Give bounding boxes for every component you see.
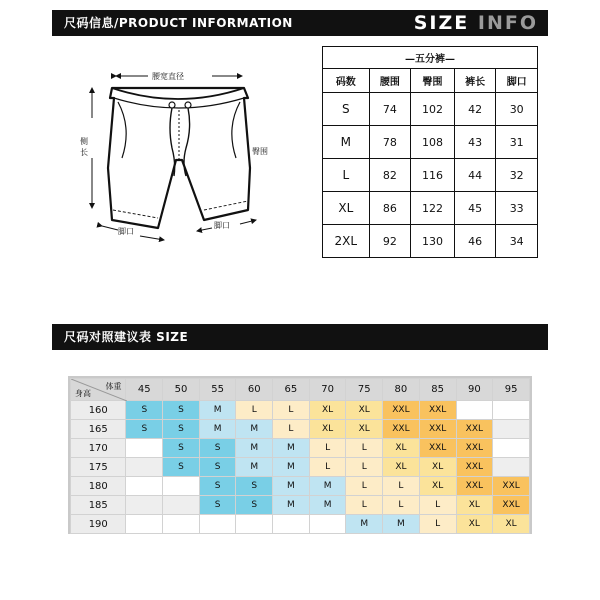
size-recommendation-cell: L bbox=[346, 477, 383, 496]
size-recommendation-cell: L bbox=[273, 401, 310, 420]
column-header: 脚口 bbox=[496, 69, 538, 93]
size-recommendation-cell: S bbox=[236, 496, 273, 515]
size-recommendation-cell: XXL bbox=[456, 458, 493, 477]
hip-cell: 102 bbox=[411, 93, 455, 126]
leg-opening-left-label: 脚口 bbox=[118, 227, 134, 236]
size-recommendation-cell: L bbox=[309, 439, 346, 458]
size-recommendation-cell bbox=[199, 515, 236, 534]
size-recommendation-header-bar bbox=[52, 324, 548, 350]
column-header: 裤长 bbox=[454, 69, 496, 93]
waist-cell: 82 bbox=[369, 159, 411, 192]
size-recommendation-cell: S bbox=[236, 477, 273, 496]
size-recommendation-cell: XL bbox=[456, 515, 493, 534]
size-recommendation-chart bbox=[68, 376, 532, 534]
waist-cell: 74 bbox=[369, 93, 411, 126]
height-row bbox=[71, 515, 530, 534]
size-recommendation-cell bbox=[126, 439, 163, 458]
size-recommendation-cell: L bbox=[346, 439, 383, 458]
size-recommendation-cell: M bbox=[199, 401, 236, 420]
size-recommendation-cell: XXL bbox=[456, 439, 493, 458]
size-recommendation-cell: XL bbox=[309, 401, 346, 420]
size-recommendation-cell: M bbox=[383, 515, 420, 534]
size-recommendation-cell: S bbox=[126, 401, 163, 420]
hip-cell: 108 bbox=[411, 126, 455, 159]
size-recommendation-cell: XL bbox=[383, 439, 420, 458]
size-recommendation-cell: M bbox=[236, 439, 273, 458]
weight-column-header: 90 bbox=[456, 379, 493, 401]
size-recommendation-cell bbox=[163, 515, 200, 534]
weight-column-header: 95 bbox=[493, 379, 530, 401]
size-recommendation-cell: XXL bbox=[383, 401, 420, 420]
size-recommendation-cell: XL bbox=[346, 401, 383, 420]
size-recommendation-cell: S bbox=[199, 439, 236, 458]
size-recommendation-cell bbox=[236, 515, 273, 534]
size-recommendation-cell: XXL bbox=[493, 496, 530, 515]
column-header: 码数 bbox=[323, 69, 370, 93]
size-recommendation-cell: XL bbox=[383, 458, 420, 477]
weight-column-header: 50 bbox=[163, 379, 200, 401]
weight-column-header: 85 bbox=[419, 379, 456, 401]
size-recommendation-cell: XL bbox=[346, 420, 383, 439]
product-info-header-bar bbox=[52, 10, 548, 36]
height-row-header: 190 bbox=[71, 515, 126, 534]
size-recommendation-cell: S bbox=[163, 458, 200, 477]
weight-column-header: 80 bbox=[383, 379, 420, 401]
size-cell: 2XL bbox=[323, 225, 370, 258]
height-axis-label: 身高 bbox=[75, 389, 91, 398]
size-recommendation-cell: M bbox=[273, 496, 310, 515]
hip-cell: 130 bbox=[411, 225, 455, 258]
size-recommendation-cell: XL bbox=[419, 477, 456, 496]
size-recommendation-cell: XXL bbox=[419, 420, 456, 439]
weight-column-header: 55 bbox=[199, 379, 236, 401]
size-cell: M bbox=[323, 126, 370, 159]
length-cell: 45 bbox=[454, 192, 496, 225]
weight-column-header: 70 bbox=[309, 379, 346, 401]
leg-opening-cell: 32 bbox=[496, 159, 538, 192]
size-recommendation-cell: M bbox=[309, 496, 346, 515]
size-recommendation-cell bbox=[493, 401, 530, 420]
waist-width-label: 腰宽直径 bbox=[152, 72, 184, 81]
grid-corner-cell bbox=[71, 379, 126, 401]
size-recommendation-cell: XL bbox=[309, 420, 346, 439]
size-recommendation-cell: L bbox=[419, 496, 456, 515]
height-row-header: 180 bbox=[71, 477, 126, 496]
size-recommendation-cell: XXL bbox=[419, 439, 456, 458]
size-recommendation-cell: XXL bbox=[383, 420, 420, 439]
size-recommendation-cell: XL bbox=[456, 496, 493, 515]
weight-column-header: 65 bbox=[273, 379, 310, 401]
length-cell: 43 bbox=[454, 126, 496, 159]
size-recommendation-cell bbox=[273, 515, 310, 534]
size-recommendation-cell: L bbox=[346, 458, 383, 477]
leg-opening-cell: 31 bbox=[496, 126, 538, 159]
size-recommendation-cell: M bbox=[236, 458, 273, 477]
size-info-word-info: INFO bbox=[477, 12, 538, 34]
height-row-header: 165 bbox=[71, 420, 126, 439]
size-cell: L bbox=[323, 159, 370, 192]
table-row bbox=[323, 192, 538, 225]
size-recommendation-cell: XL bbox=[419, 458, 456, 477]
hip-cell: 122 bbox=[411, 192, 455, 225]
size-info-word-size: SIZE bbox=[413, 12, 470, 34]
product-info-title: 尺码信息/PRODUCT INFORMATION bbox=[64, 16, 293, 30]
size-recommendation-cell bbox=[309, 515, 346, 534]
size-recommendation-cell: S bbox=[199, 477, 236, 496]
column-header: 腰围 bbox=[369, 69, 411, 93]
size-recommendation-cell: M bbox=[236, 420, 273, 439]
hip-cell: 116 bbox=[411, 159, 455, 192]
size-recommendation-cell: L bbox=[273, 420, 310, 439]
weight-column-header: 75 bbox=[346, 379, 383, 401]
waist-cell: 78 bbox=[369, 126, 411, 159]
size-recommendation-cell: M bbox=[273, 439, 310, 458]
waist-cell: 92 bbox=[369, 225, 411, 258]
size-recommendation-cell: XXL bbox=[493, 477, 530, 496]
size-recommendation-cell: S bbox=[199, 458, 236, 477]
length-cell: 46 bbox=[454, 225, 496, 258]
size-recommendation-cell: M bbox=[273, 458, 310, 477]
size-recommendation-cell bbox=[126, 515, 163, 534]
size-recommendation-cell: XXL bbox=[456, 420, 493, 439]
size-recommendation-cell: L bbox=[346, 496, 383, 515]
size-recommendation-cell bbox=[163, 496, 200, 515]
table-row bbox=[323, 225, 538, 258]
table-row bbox=[323, 159, 538, 192]
leg-opening-cell: 33 bbox=[496, 192, 538, 225]
size-measurement-table bbox=[322, 46, 538, 258]
size-recommendation-cell: M bbox=[346, 515, 383, 534]
height-row-header: 170 bbox=[71, 439, 126, 458]
size-recommendation-cell bbox=[493, 458, 530, 477]
size-recommendation-cell: L bbox=[309, 458, 346, 477]
size-recommendation-cell bbox=[163, 477, 200, 496]
leg-opening-right-label: 脚口 bbox=[214, 221, 230, 230]
table-header-row bbox=[323, 69, 538, 93]
height-row bbox=[71, 401, 530, 420]
size-recommendation-cell bbox=[493, 420, 530, 439]
size-recommendation-cell: XXL bbox=[419, 401, 456, 420]
size-recommendation-title: 尺码对照建议表 SIZE bbox=[64, 330, 189, 344]
height-row-header: 160 bbox=[71, 401, 126, 420]
side-length-label: 侧长 bbox=[80, 137, 88, 157]
size-info-heading bbox=[414, 10, 538, 36]
height-row-header: 185 bbox=[71, 496, 126, 515]
weight-axis-label: 体重 bbox=[105, 382, 122, 391]
table-row bbox=[323, 126, 538, 159]
size-recommendation-cell: L bbox=[419, 515, 456, 534]
size-recommendation-cell: M bbox=[199, 420, 236, 439]
size-recommendation-cell: XL bbox=[493, 515, 530, 534]
size-recommendation-cell: S bbox=[163, 439, 200, 458]
size-cell: S bbox=[323, 93, 370, 126]
table-caption: —五分裤— bbox=[323, 47, 538, 69]
table-row bbox=[323, 93, 538, 126]
waist-cell: 86 bbox=[369, 192, 411, 225]
size-recommendation-cell: L bbox=[383, 477, 420, 496]
size-recommendation-cell bbox=[126, 477, 163, 496]
size-recommendation-cell: S bbox=[163, 401, 200, 420]
size-recommendation-cell bbox=[126, 496, 163, 515]
size-recommendation-cell bbox=[456, 401, 493, 420]
length-cell: 44 bbox=[454, 159, 496, 192]
size-recommendation-cell: L bbox=[383, 496, 420, 515]
height-row bbox=[71, 439, 530, 458]
size-cell: XL bbox=[323, 192, 370, 225]
size-recommendation-cell: S bbox=[163, 420, 200, 439]
height-row bbox=[71, 420, 530, 439]
leg-opening-cell: 34 bbox=[496, 225, 538, 258]
weight-column-header: 45 bbox=[126, 379, 163, 401]
length-cell: 42 bbox=[454, 93, 496, 126]
size-recommendation-cell: S bbox=[199, 496, 236, 515]
weight-column-header: 60 bbox=[236, 379, 273, 401]
height-row bbox=[71, 477, 530, 496]
hip-label: 臀围 bbox=[252, 147, 268, 156]
height-weight-grid bbox=[70, 378, 530, 534]
shorts-measurement-diagram bbox=[72, 58, 302, 248]
size-recommendation-cell: S bbox=[126, 420, 163, 439]
size-recommendation-cell: L bbox=[236, 401, 273, 420]
height-row bbox=[71, 496, 530, 515]
size-recommendation-cell: M bbox=[309, 477, 346, 496]
size-recommendation-cell bbox=[126, 458, 163, 477]
height-row-header: 175 bbox=[71, 458, 126, 477]
weight-header-row bbox=[71, 379, 530, 401]
height-row bbox=[71, 458, 530, 477]
size-recommendation-cell: M bbox=[273, 477, 310, 496]
column-header: 臀围 bbox=[411, 69, 455, 93]
size-recommendation-cell bbox=[493, 439, 530, 458]
leg-opening-cell: 30 bbox=[496, 93, 538, 126]
size-recommendation-cell: XXL bbox=[456, 477, 493, 496]
